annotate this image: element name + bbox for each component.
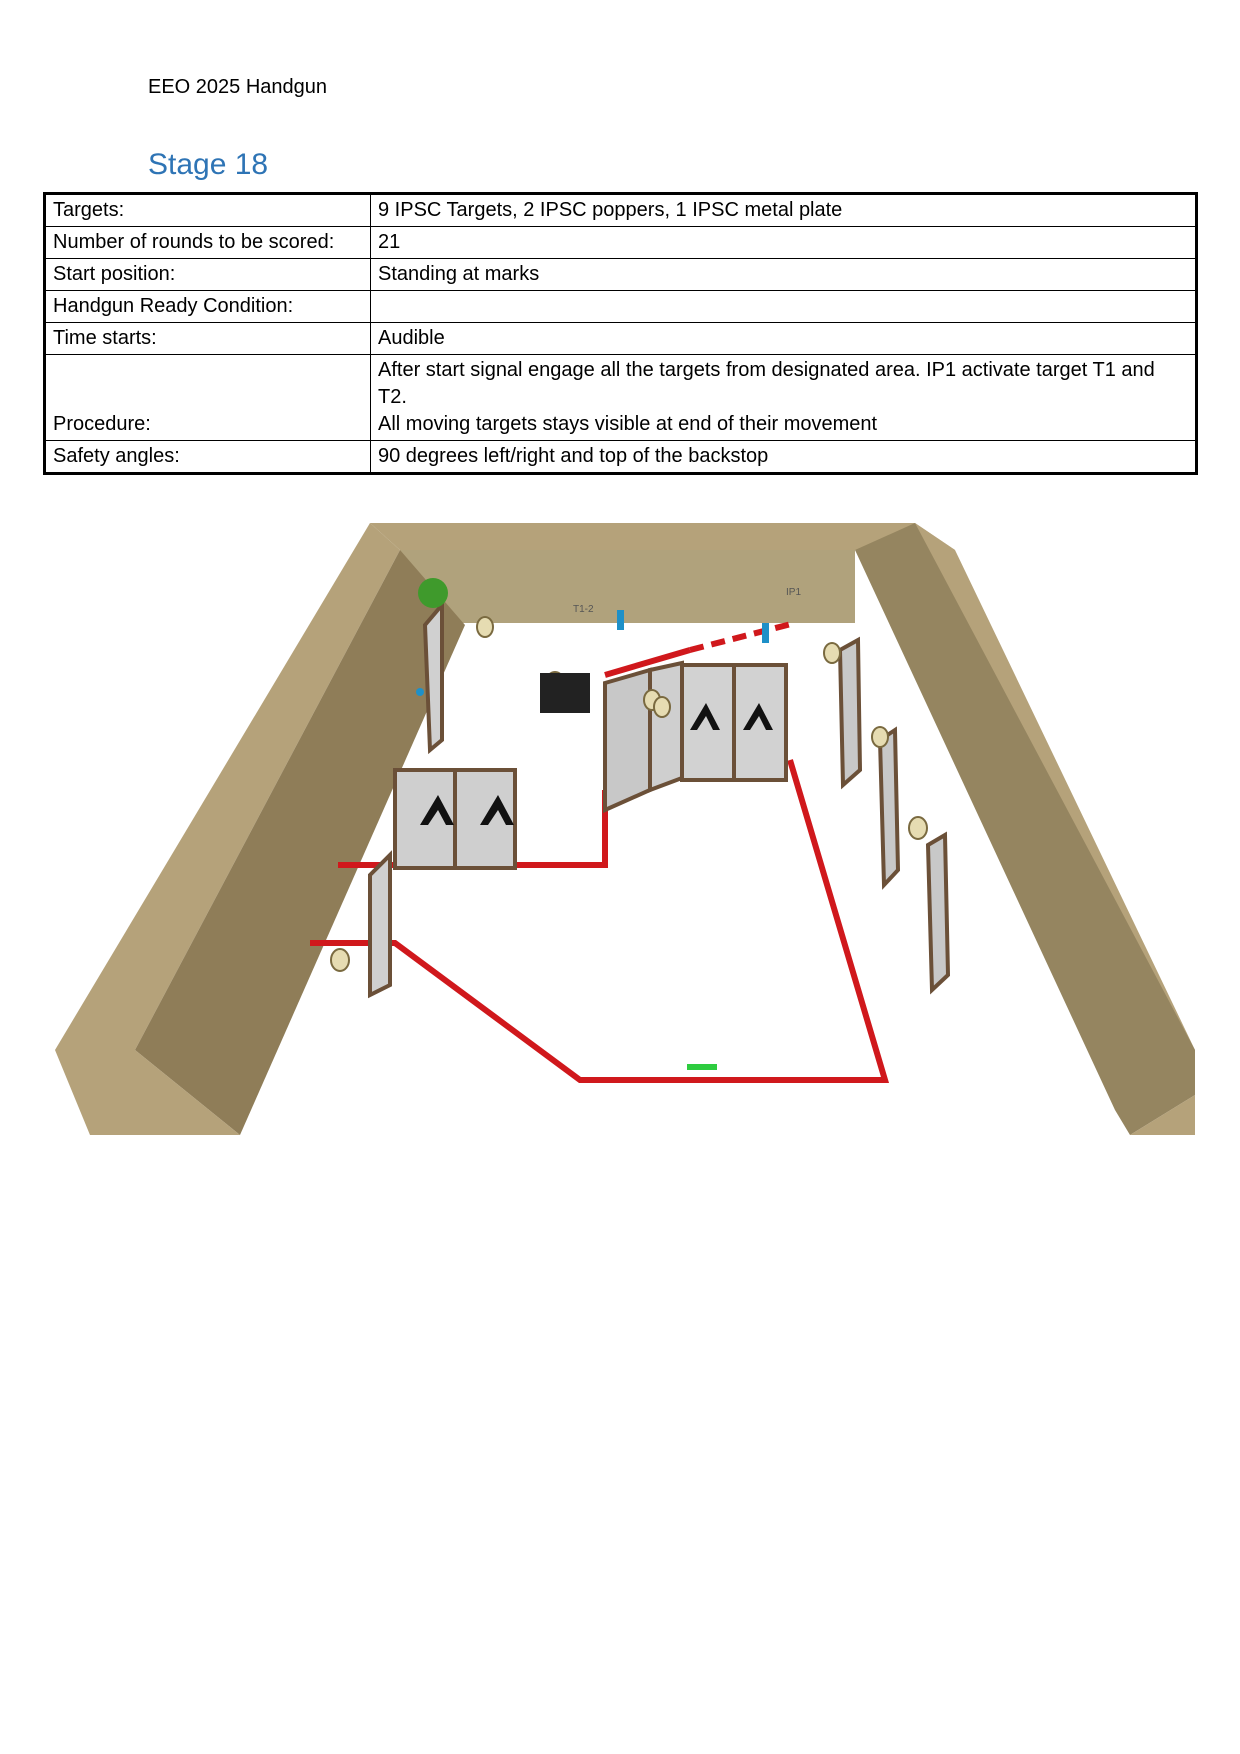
table-row [45,441,1197,474]
stage-info-table [43,192,1198,475]
row-key: Time starts: [45,323,371,355]
ip1-label: IP1 [786,587,802,598]
row-value [371,291,1197,323]
row-value: 90 degrees left/right and top of the backstop [371,441,1197,474]
stage-title: Stage 18 [148,148,269,181]
t12-label: T1-2 [573,604,594,615]
row-key: Number of rounds to be scored: [45,227,371,259]
row-key: Procedure: [45,355,371,441]
row-key: Safety angles: [45,441,371,474]
table-row [45,323,1197,355]
table-row [45,291,1197,323]
document-header: EEO 2025 Handgun [148,76,328,98]
table-row [45,194,1197,227]
row-key: Targets: [45,194,371,227]
procedure-line: All moving targets stays visible at end of their movement [378,413,878,435]
plant [418,578,448,608]
row-value: 21 [371,227,1197,259]
table-row [45,355,1197,441]
row-value: Audible [371,323,1197,355]
row-value: 9 IPSC Targets, 2 IPSC poppers, 1 IPSC metal plate [371,194,1197,227]
mover-base [540,673,590,713]
table-row [45,227,1197,259]
row-value: Standing at marks [371,259,1197,291]
row-value [371,355,1197,441]
stage-diagram [50,515,1195,1140]
start-mark [687,1064,717,1070]
table-row [45,259,1197,291]
procedure-line: After start signal engage all the targets from designated area. IP1 activate target T1 and T2. [378,359,1155,408]
row-key: Start position: [45,259,371,291]
row-key: Handgun Ready Condition: [45,291,371,323]
